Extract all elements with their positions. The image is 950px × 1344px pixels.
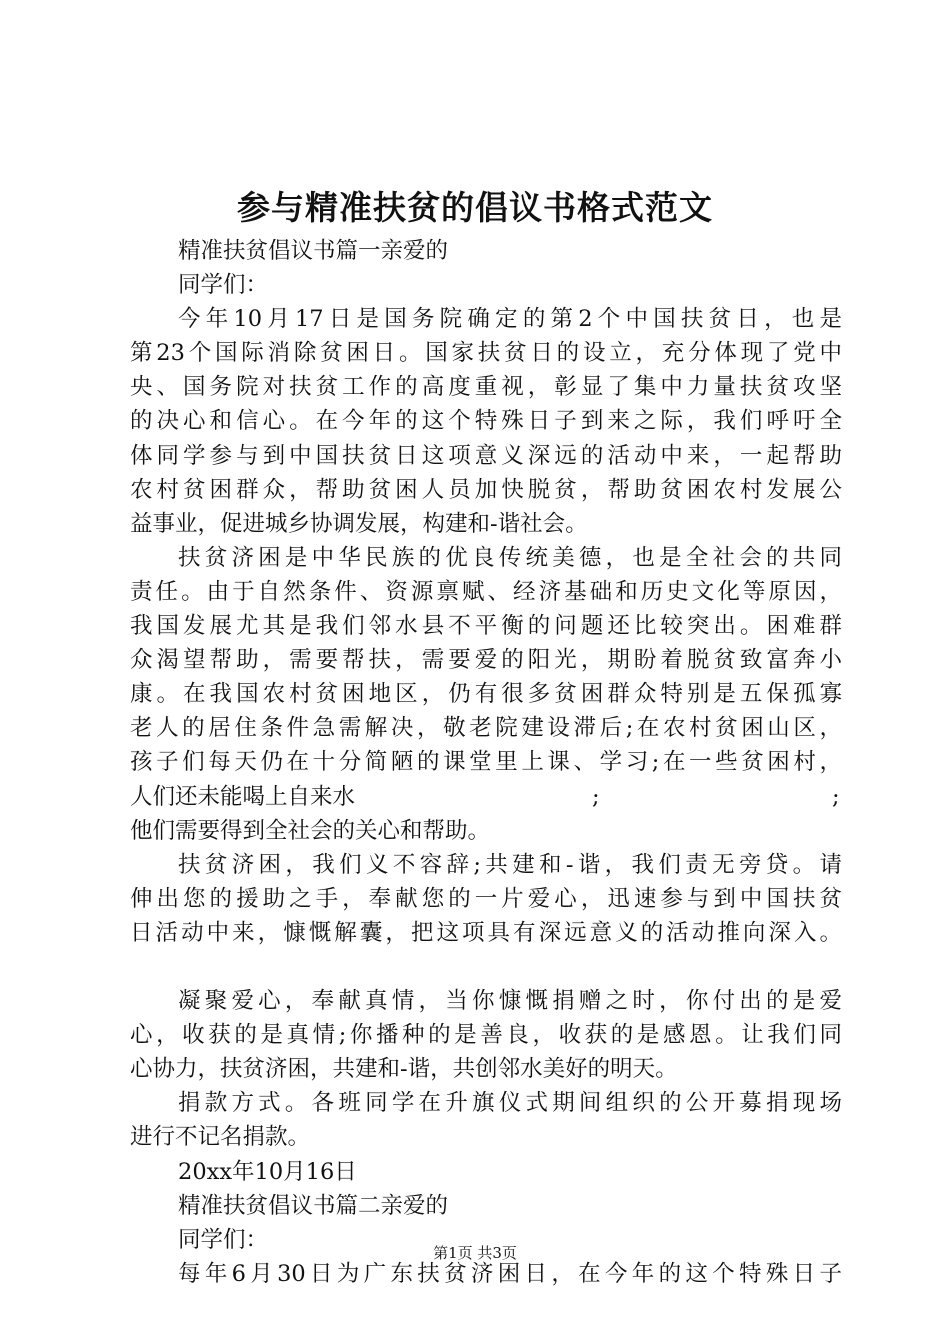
paragraph-line: 心，收获的是真情;你播种的是善良，收获的是感恩。让我们同	[130, 1022, 842, 1049]
paragraph-line: 扶贫济困，我们义不容辞;共建和-谐，我们责无旁贷。请	[178, 851, 842, 878]
paragraph-line: 央、国务院对扶贫工作的高度重视，彰显了集中力量扶贫攻坚	[130, 374, 842, 401]
paragraph-line: 日活动中来，慷慨解囊，把这项具有深远意义的活动推向深入。	[130, 919, 842, 946]
document-title: 参与精准扶贫的倡议书格式范文	[237, 188, 713, 227]
paragraph-line: 伸出您的援助之手，奉献您的一片爱心，迅速参与到中国扶贫	[130, 885, 842, 912]
date-line: 20xx年10月16日	[178, 1158, 357, 1185]
paragraph-line: 每年6月30日为广东扶贫济困日，在今年的这个特殊日子	[178, 1260, 842, 1287]
semicolon-mark: ;	[592, 783, 600, 810]
paragraph-line: 我国发展尤其是我们邻水县不平衡的问题还比较突出。困难群	[130, 613, 842, 640]
paragraph-line: 孩子们每天仍在十分简陋的课堂里上课、学习;在一些贫困村，	[130, 749, 842, 776]
paragraph-line: 扶贫济困是中华民族的优良传统美德，也是全社会的共同	[178, 544, 842, 571]
salutation: 同学们：	[178, 1226, 269, 1253]
paragraph-line: 第23个国际消除贫困日。国家扶贫日的设立，充分体现了党中	[130, 340, 842, 367]
paragraph-line: 众渴望帮助，需要帮扶，需要爱的阳光，期盼着脱贫致富奔小	[130, 647, 842, 674]
page-footer: 第1页 共3页	[433, 1244, 517, 1262]
blank-line	[130, 950, 842, 984]
paragraph-line: 今年10月17日是国务院确定的第2个中国扶贫日，也是	[178, 306, 842, 333]
paragraph-line: 的决心和信心。在今年的这个特殊日子到来之际，我们呼吁全	[130, 408, 842, 435]
document-body	[130, 234, 842, 1291]
paragraph-line: 他们需要得到全社会的关心和帮助。	[130, 817, 491, 844]
line-text: 人们还未能喝上自来水	[130, 783, 356, 810]
section-heading: 精准扶贫倡议书篇二亲爱的	[178, 1192, 449, 1219]
paragraph-line: 责任。由于自然条件、资源禀赋、经济基础和历史文化等原因，	[130, 578, 842, 605]
paragraph-line: 进行不记名捐款。	[130, 1124, 311, 1151]
paragraph-line: 体同学参与到中国扶贫日这项意义深远的活动中来，一起帮助	[130, 442, 842, 469]
salutation: 同学们：	[178, 272, 269, 299]
section-heading: 精准扶贫倡议书篇一亲爱的	[178, 238, 449, 264]
paragraph-line: 捐款方式。各班同学在升旗仪式期间组织的公开募捐现场	[178, 1090, 842, 1117]
paragraph-line: 凝聚爱心，奉献真情，当你慷慨捐赠之时，你付出的是爱	[178, 988, 842, 1015]
paragraph-line	[130, 780, 842, 814]
paragraph-line: 康。在我国农村贫困地区，仍有很多贫困群众特别是五保孤寡	[130, 681, 842, 708]
semicolon-mark: ;	[832, 783, 840, 810]
paragraph-line: 心协力，扶贫济困，共建和-谐，共创邻水美好的明天。	[130, 1056, 678, 1083]
paragraph-line: 益事业，促进城乡协调发展，构建和-谐社会。	[130, 510, 588, 537]
paragraph-line: 老人的居住条件急需解决，敬老院建设滞后;在农村贫困山区，	[130, 715, 842, 742]
paragraph-line: 农村贫困群众，帮助贫困人员加快脱贫，帮助贫困农村发展公	[130, 476, 842, 503]
